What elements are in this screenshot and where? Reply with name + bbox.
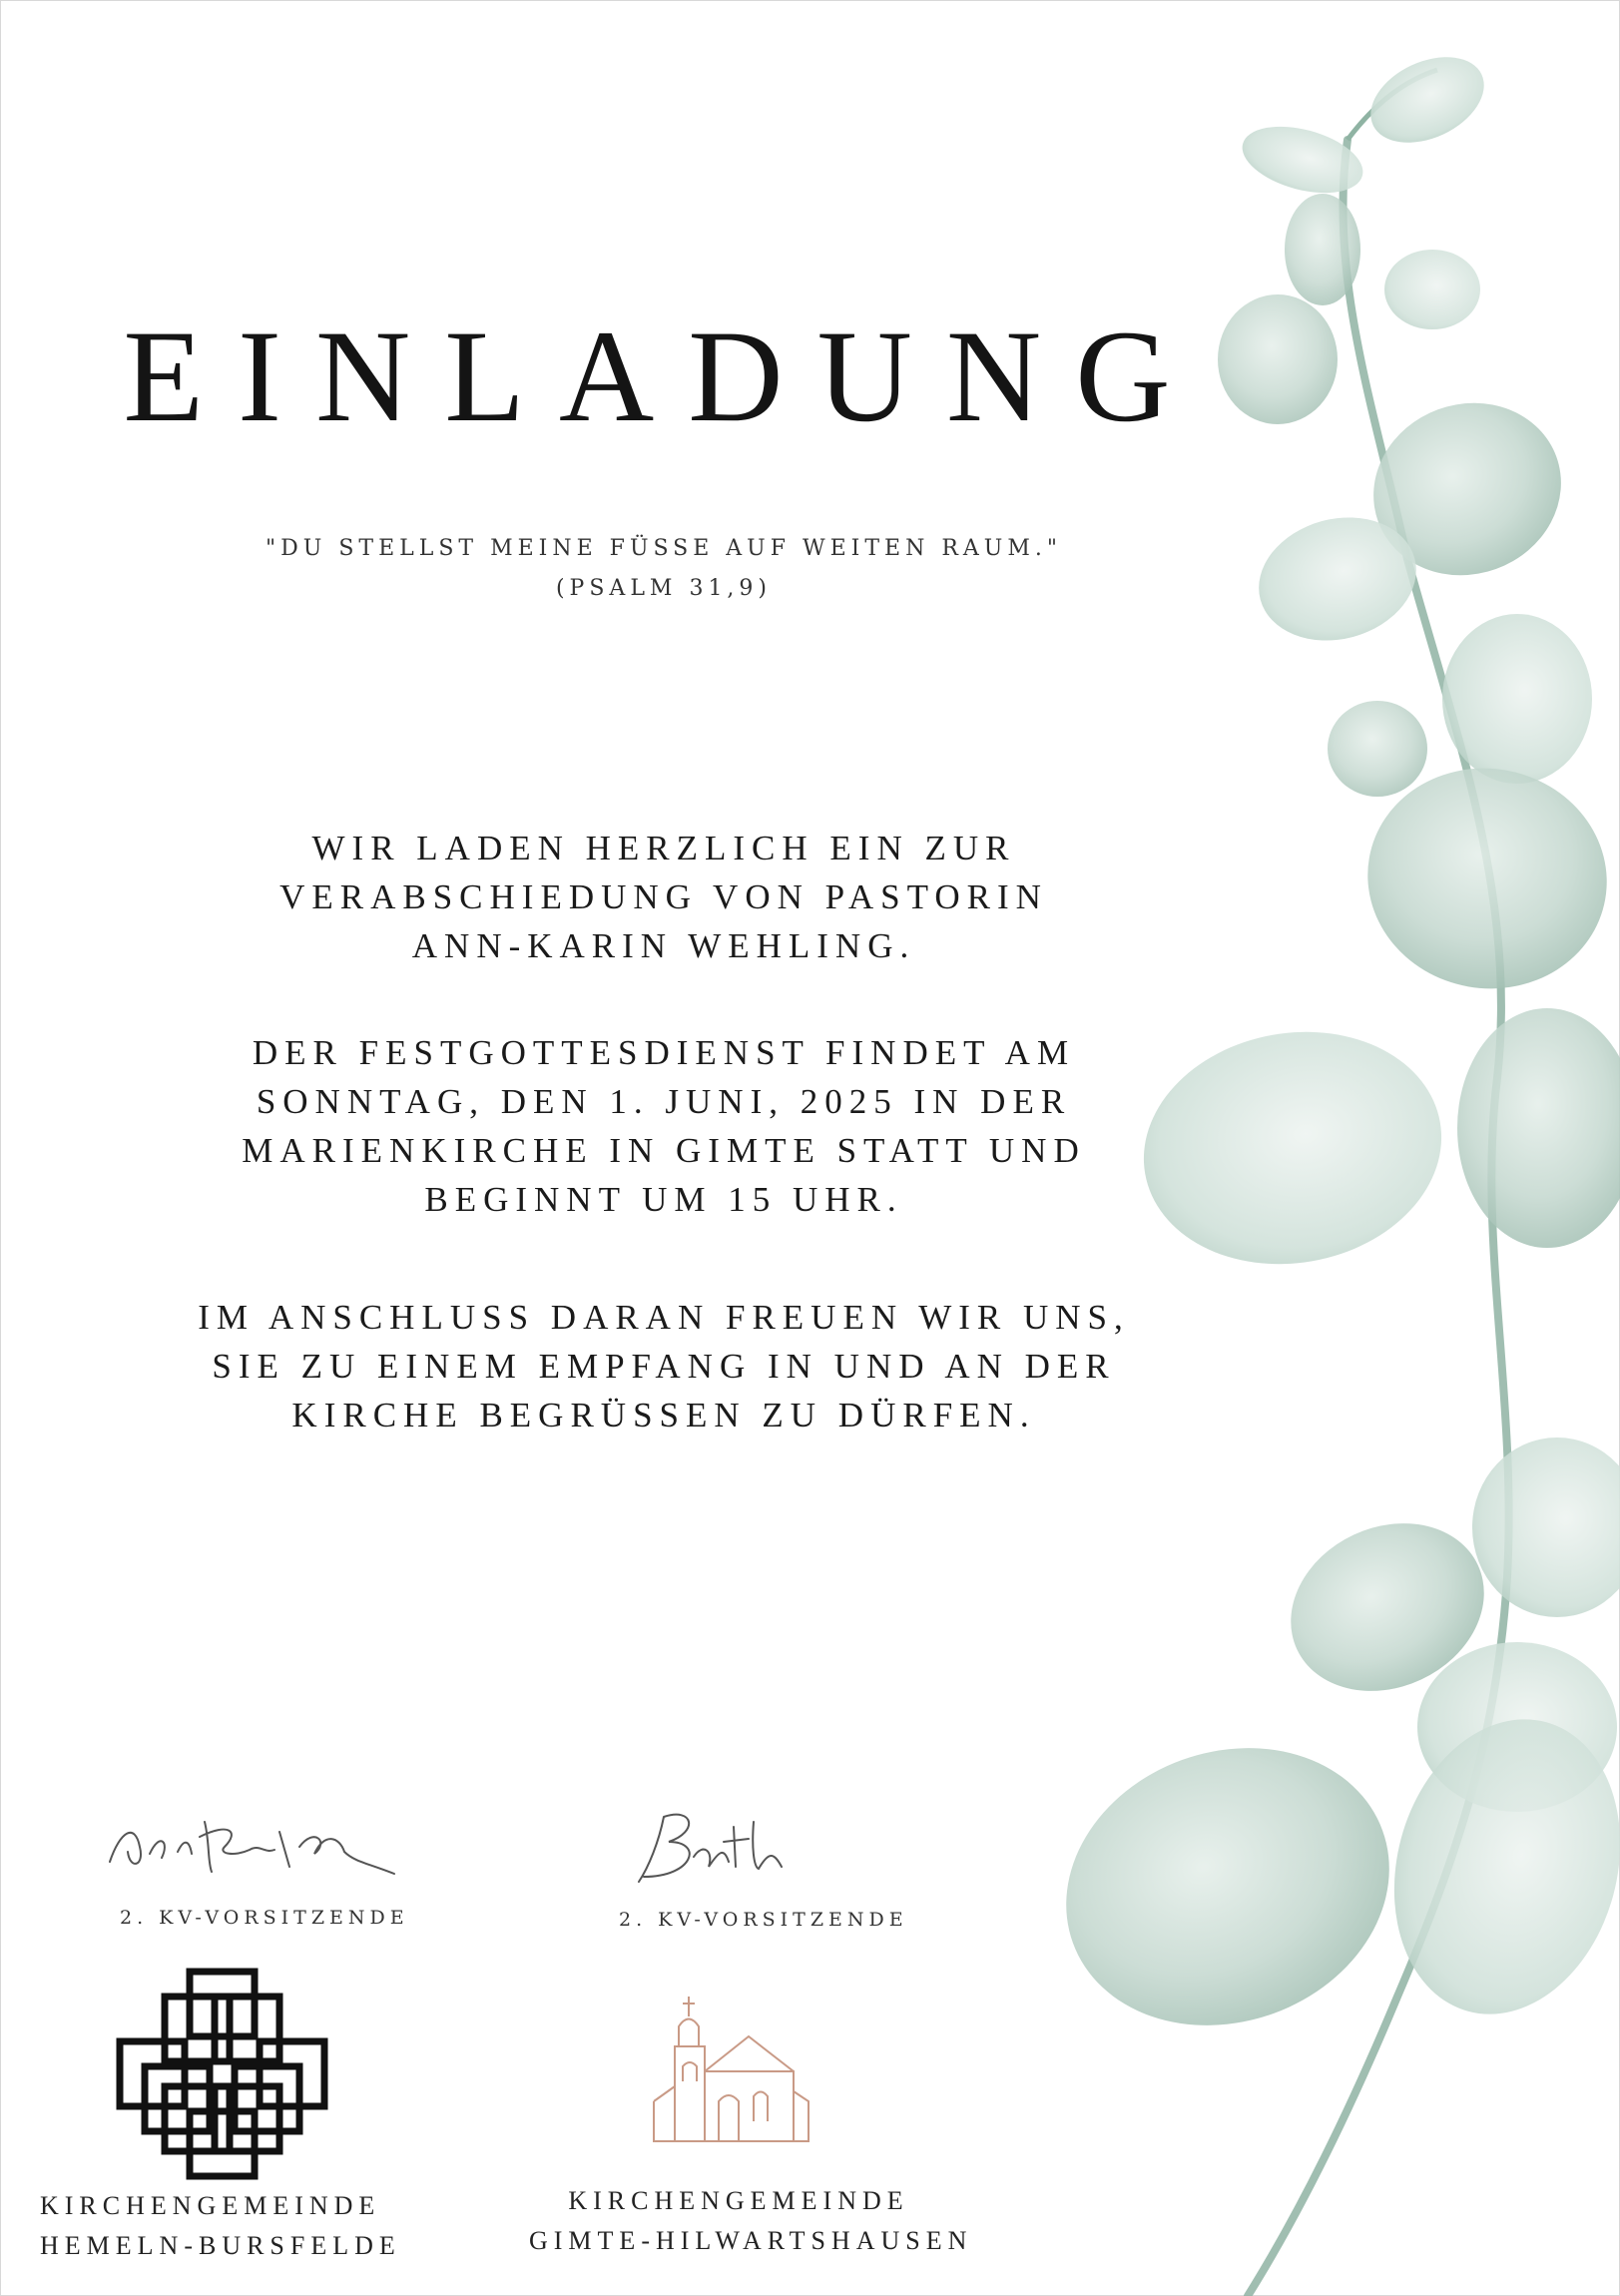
paragraph-line: DER FESTGOTTESDIENST FINDET AM xyxy=(252,1033,1076,1072)
invitation-title: EINLADUNG xyxy=(123,302,1205,449)
paragraph-service-details xyxy=(0,1028,1328,1224)
quote-text: "DU STELLST MEINE FÜSSE AUF WEITEN RAUM." xyxy=(266,536,1062,561)
organization-right xyxy=(529,2181,973,2261)
cross-of-squares-logo xyxy=(115,1967,329,2181)
organization-line: KIRCHENGEMEINDE xyxy=(568,2186,909,2215)
paragraph-line: IM ANSCHLUSS DARAN FREUEN WIR UNS, xyxy=(198,1298,1130,1337)
paragraph-line: ANN-KARIN WEHLING. xyxy=(411,926,916,965)
paragraph-line: KIRCHE BEGRÜSSEN ZU DÜRFEN. xyxy=(291,1396,1036,1435)
paragraph-reception xyxy=(0,1293,1328,1439)
paragraph-line: WIR LADEN HERZLICH EIN ZUR xyxy=(311,829,1016,867)
paragraph-line: BEGINNT UM 15 UHR. xyxy=(424,1180,903,1219)
organization-line: GIMTE-HILWARTSHAUSEN xyxy=(529,2226,973,2255)
signature-left xyxy=(100,1792,409,1887)
paragraph-line: SONNTAG, DEN 1. JUNI, 2025 IN DER xyxy=(256,1082,1072,1121)
paragraph-line: MARIENKIRCHE IN GIMTE STATT UND xyxy=(242,1131,1086,1170)
paragraph-invitation xyxy=(0,824,1328,970)
paragraph-line: VERABSCHIEDUNG VON PASTORIN xyxy=(279,877,1048,916)
role-label-right: 2. KV-VORSITZENDE xyxy=(619,1909,908,1931)
organization-line: HEMELN-BURSFELDE xyxy=(40,2231,401,2260)
organization-line: KIRCHENGEMEINDE xyxy=(40,2191,381,2220)
signature-right xyxy=(624,1797,794,1892)
church-sketch-logo xyxy=(649,1992,813,2146)
quote-reference: (PSALM 31,9) xyxy=(555,576,773,601)
psalm-quote xyxy=(0,529,1328,609)
paragraph-line: SIE ZU EINEM EMPFANG IN UND AN DER xyxy=(212,1347,1116,1386)
organization-left xyxy=(40,2186,401,2266)
role-label-left: 2. KV-VORSITZENDE xyxy=(120,1907,409,1929)
